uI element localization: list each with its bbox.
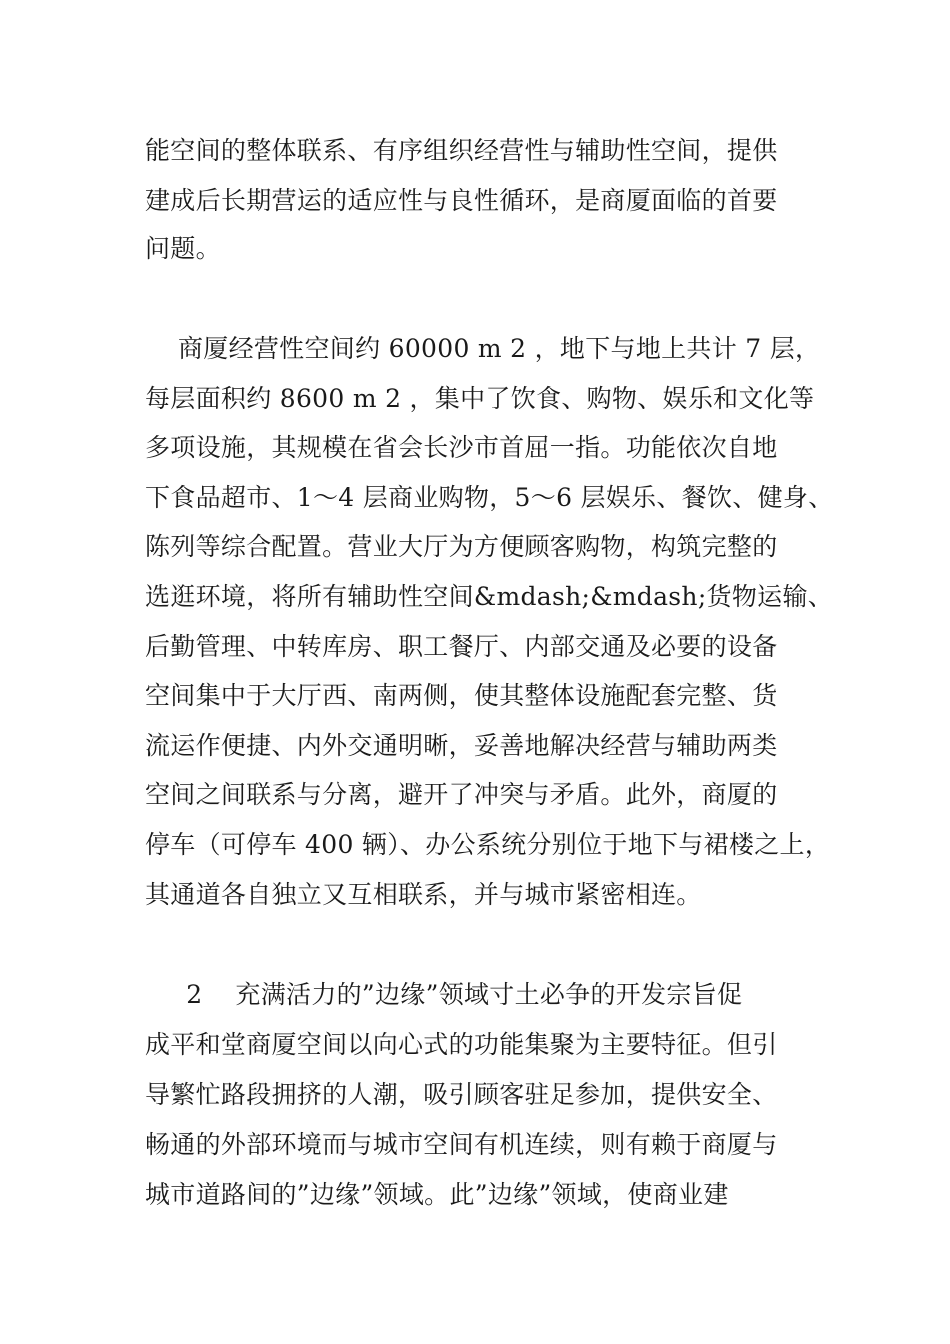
text-line: 下食品超市、1～4 层商业购物，5～6 层娱乐、餐饮、健身、 — [145, 483, 834, 512]
text-line: 选逛环境，将所有辅助性空间&mdash;&mdash;货物运输、 — [145, 582, 834, 611]
text-line: 后勤管理、中转库房、职工餐厅、内部交通及必要的设备 — [145, 632, 778, 661]
text-line: 停车（可停车 400 辆）、办公系统分别位于地下与裙楼之上， — [145, 830, 831, 859]
text-line: 建成后长期营运的适应性与良性循环，是商厦面临的首要 — [145, 186, 778, 215]
text-line: 流运作便捷、内外交通明晰，妥善地解决经营与辅助两类 — [145, 731, 778, 760]
text-line: 商厦经营性空间约 60000 m 2 ，地下与地上共计 7 层， — [145, 334, 821, 363]
text-line: 城市道路间的”边缘”领域。此”边缘”领域，使商业建 — [145, 1180, 729, 1209]
text-line: 导繁忙路段拥挤的人潮，吸引顾客驻足参加，提供安全、 — [145, 1080, 778, 1109]
text-line: 畅通的外部环境而与城市空间有机连续，则有赖于商厦与 — [145, 1130, 778, 1159]
text-line: 其通道各自独立又互相联系，并与城市紧密相连。 — [145, 880, 702, 909]
text-line: 空间集中于大厅西、南两侧，使其整体设施配套完整、货 — [145, 681, 778, 710]
text-line: 每层面积约 8600 m 2 ，集中了饮食、购物、娱乐和文化等 — [145, 384, 815, 413]
text-line: 成平和堂商厦空间以向心式的功能集聚为主要特征。但引 — [145, 1030, 778, 1059]
text-line: 陈列等综合配置。营业大厅为方便顾客购物，构筑完整的 — [145, 532, 778, 561]
text-line: 能空间的整体联系、有序组织经营性与辅助性空间，提供 — [145, 136, 778, 165]
text-line: 多项设施，其规模在省会长沙市首屈一指。功能依次自地 — [145, 433, 778, 462]
text-line: 空间之间联系与分离，避开了冲突与矛盾。此外，商厦的 — [145, 780, 778, 809]
text-line: 问题。 — [145, 234, 221, 263]
text-line: 2 充满活力的”边缘”领域寸土必争的开发宗旨促 — [145, 980, 743, 1009]
